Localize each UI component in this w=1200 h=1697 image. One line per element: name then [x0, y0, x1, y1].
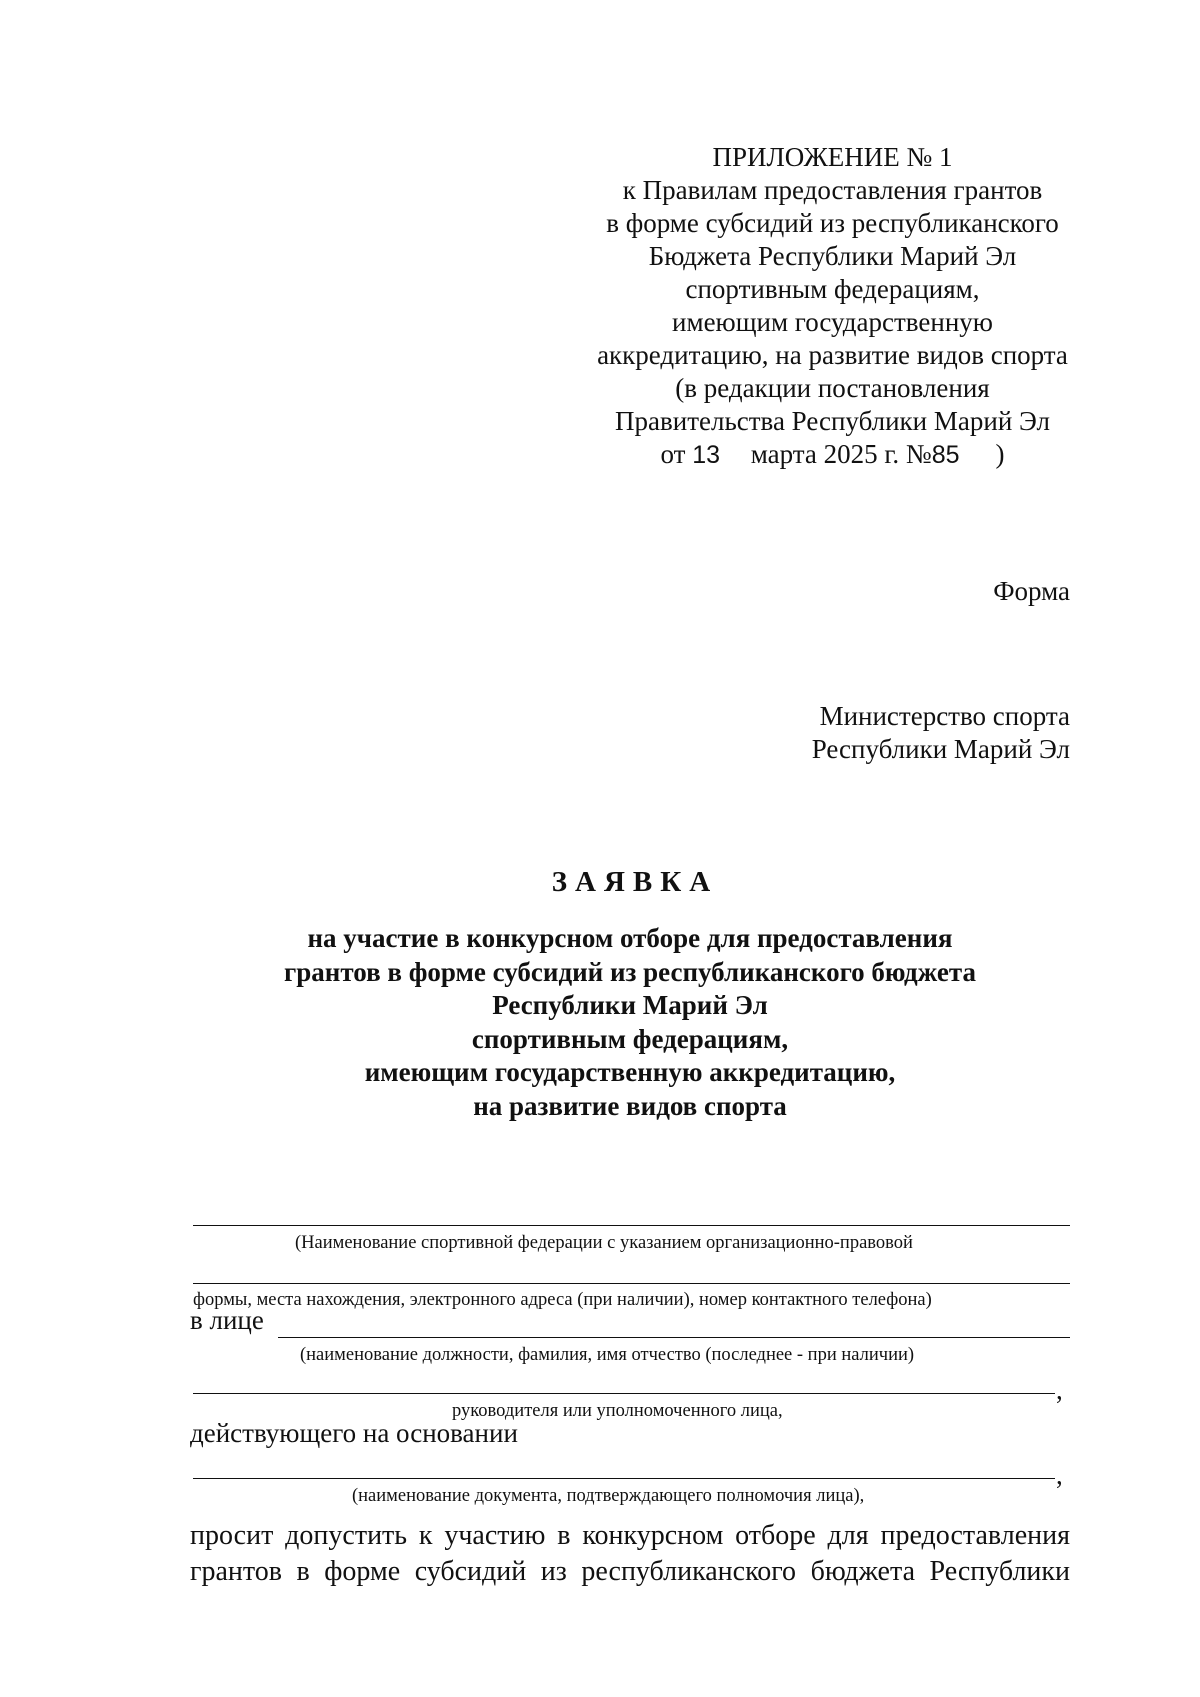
head-name-field[interactable] — [193, 1393, 1055, 1394]
appendix-line: имеющим государственную — [672, 307, 993, 337]
head-field-comma: , — [1056, 1375, 1063, 1405]
position-field[interactable] — [278, 1337, 1070, 1338]
subtitle-line: спортивным федерациям, — [471, 1023, 789, 1054]
appendix-line: Бюджета Республики Марий Эл — [648, 241, 1017, 271]
subtitle-line: грантов в форме субсидий из республиканского бюджета — [284, 956, 976, 987]
form-label: Форма — [993, 576, 1070, 606]
addressee-line: Министерство спорта — [819, 701, 1070, 731]
head-caption: руководителя или уполномоченного лица, — [452, 1401, 783, 1421]
subtitle-line: Республики Марий Эл — [492, 990, 768, 1020]
document-subtitle — [250, 922, 1010, 1123]
appendix-line: спортивным федерациям, — [685, 274, 980, 304]
subtitle-line: имеющим государственную аккредитацию, — [364, 1057, 896, 1087]
document-field-comma: , — [1056, 1460, 1063, 1490]
appendix-header — [565, 141, 1100, 472]
federation-caption-2: формы, места нахождения, электронного адреса (при наличии), номер контактного телефона) — [193, 1290, 932, 1310]
date-prefix: от — [660, 439, 686, 469]
paragraph-line: грантов в форме субсидий из республиканского бюджета Республики — [190, 1556, 1070, 1587]
authority-document-field[interactable] — [193, 1478, 1055, 1479]
appendix-line: в форме субсидий из республиканского — [606, 208, 1059, 238]
appendix-line: Правительства Республики Марий Эл — [615, 406, 1050, 436]
appendix-line: аккредитацию, на развитие видов спорта — [597, 340, 1068, 370]
date-day: 13 — [692, 441, 720, 469]
appendix-line: (в редакции постановления — [675, 373, 990, 403]
request-paragraph — [190, 1518, 1070, 1590]
date-month-year: марта 2025 г. № — [750, 439, 932, 469]
federation-caption-1: (Наименование спортивной федерации с указанием организационно-правовой — [295, 1233, 913, 1253]
position-caption: (наименование должности, фамилия, имя отчество (последнее - при наличии) — [300, 1345, 915, 1365]
decree-number: 85 — [931, 441, 960, 469]
subtitle-line: на участие в конкурсном отборе для предоставления — [307, 923, 953, 953]
federation-details-field[interactable] — [193, 1283, 1070, 1284]
date-close-paren: ) — [995, 439, 1005, 469]
addressee — [790, 700, 1070, 766]
subtitle-line: на развитие видов спорта — [473, 1090, 787, 1121]
appendix-line: к Правилам предоставления грантов — [622, 175, 1043, 205]
document-caption: (наименование документа, подтверждающего полномочия лица), — [352, 1486, 865, 1506]
paragraph-line: просит допустить к участию в конкурсном отборе для предоставления — [190, 1520, 1070, 1551]
in-person-label: в лице — [190, 1305, 264, 1335]
addressee-line: Республики Марий Эл — [811, 734, 1070, 764]
appendix-date-line — [565, 438, 1100, 472]
appendix-line: ПРИЛОЖЕНИЕ № 1 — [712, 142, 953, 172]
federation-name-field[interactable] — [193, 1225, 1070, 1226]
acting-label: действующего на основании — [190, 1418, 518, 1448]
document-title: ЗАЯВКА — [551, 866, 719, 898]
